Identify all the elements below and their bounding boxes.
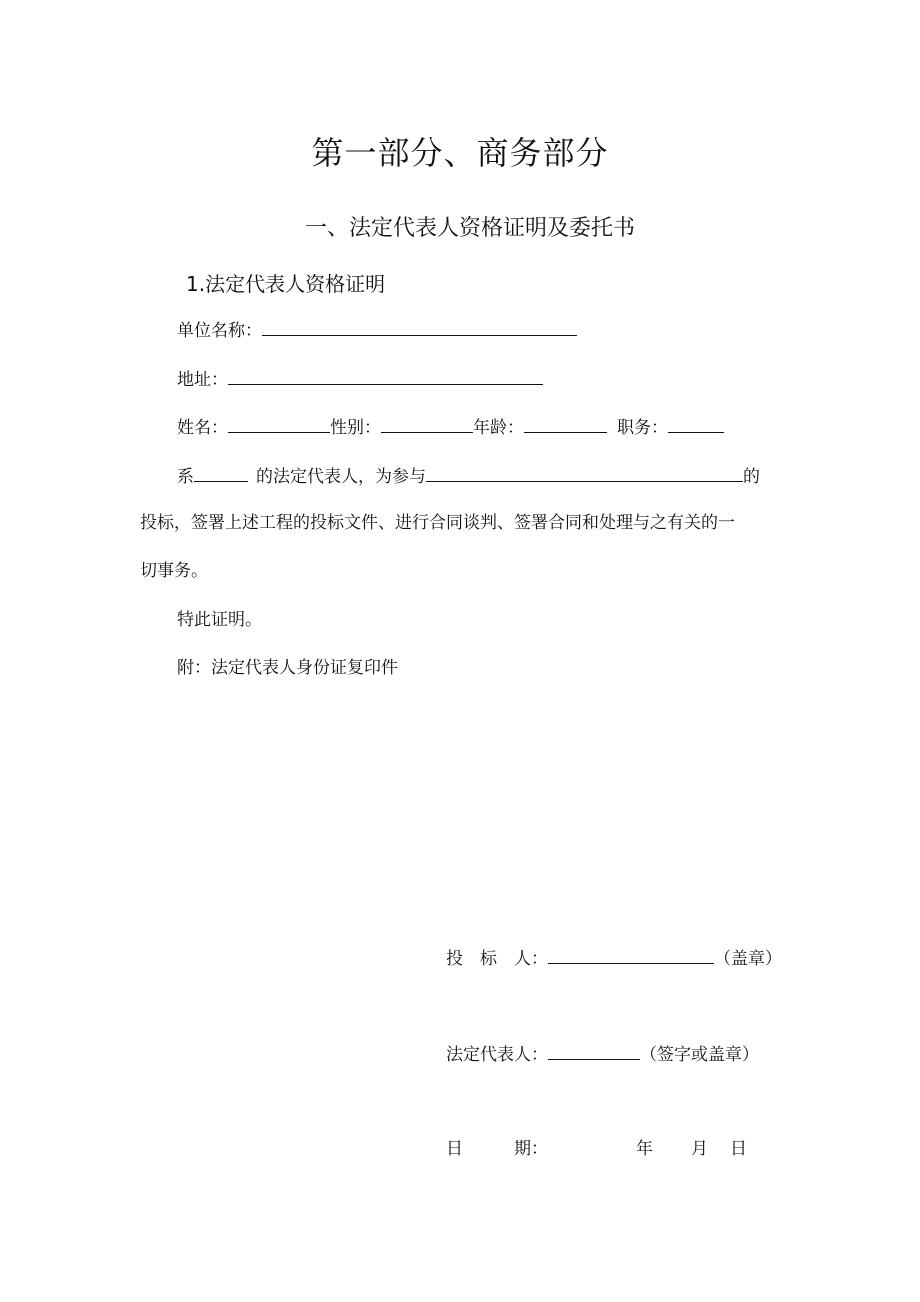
bidder-note: （盖章）	[714, 949, 782, 969]
company-field[interactable]	[194, 463, 248, 482]
position-field[interactable]	[668, 414, 724, 433]
part-title: 第一部分、商务部分	[311, 134, 609, 172]
personal-info-row	[177, 414, 724, 440]
section-title: 一、法定代表人资格证明及委托书	[305, 216, 636, 241]
bidder-row	[446, 945, 782, 971]
address-field[interactable]	[228, 366, 543, 385]
name-label: 姓名：	[177, 418, 228, 438]
unit-name-label: 单位名称：	[177, 321, 262, 341]
position-label: 职务：	[617, 418, 668, 438]
age-field[interactable]	[524, 414, 607, 433]
date-label: 日 期：	[446, 1139, 548, 1159]
year-label: 年	[636, 1139, 653, 1159]
date-row	[446, 1137, 747, 1161]
legal-rep-field[interactable]	[548, 1041, 640, 1060]
project-field[interactable]	[426, 463, 743, 482]
bidder-field[interactable]	[548, 945, 714, 964]
day-label: 日	[730, 1139, 747, 1159]
certify-text: 特此证明。	[177, 610, 262, 630]
statement-prefix: 系	[177, 467, 194, 487]
legal-rep-note: （签字或盖章）	[640, 1045, 759, 1065]
gender-field[interactable]	[381, 414, 473, 433]
legal-rep-row	[446, 1041, 759, 1067]
statement-line-3: 切事务。	[140, 561, 208, 581]
name-field[interactable]	[228, 414, 330, 433]
statement-mid: 的法定代表人，为参与	[256, 467, 426, 487]
address-label: 地址：	[177, 370, 228, 390]
unit-name-field[interactable]	[262, 317, 577, 336]
month-label: 月	[691, 1139, 708, 1159]
bidder-label: 投 标 人：	[446, 949, 548, 969]
attachment-text: 附：法定代表人身份证复印件	[177, 658, 398, 678]
statement-line-2: 投标，签署上述工程的投标文件、进行合同谈判、签署合同和处理与之有关的一	[140, 513, 735, 533]
statement-suffix: 的	[743, 467, 760, 487]
address-row	[177, 366, 543, 392]
statement-line-1	[177, 463, 760, 489]
gender-label: 性别：	[330, 418, 381, 438]
legal-rep-label: 法定代表人：	[446, 1045, 548, 1065]
age-label: 年龄：	[473, 418, 524, 438]
subsection-title: 1.法定代表人资格证明	[186, 272, 386, 296]
unit-name-row	[177, 317, 577, 343]
